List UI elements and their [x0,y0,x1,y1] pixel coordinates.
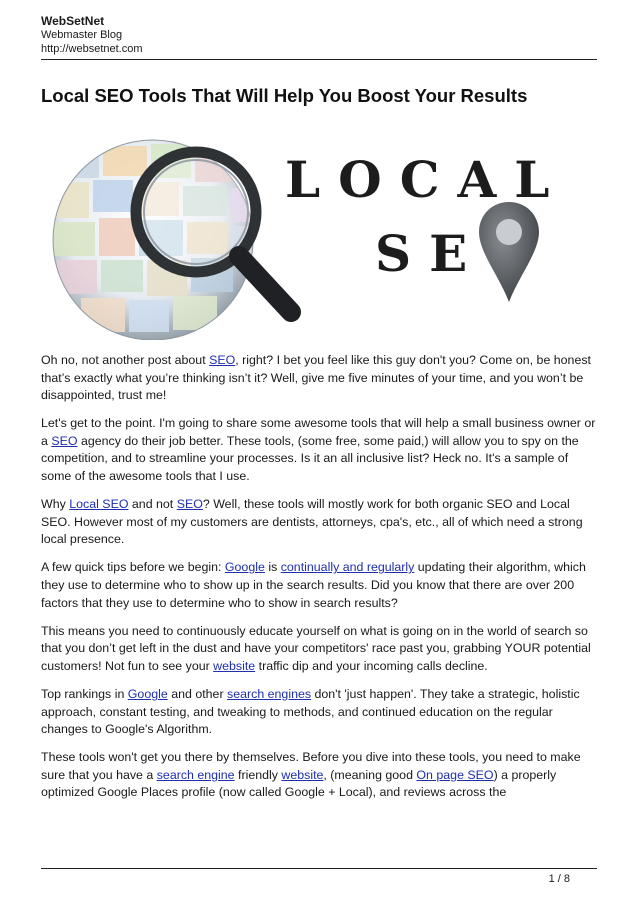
paragraph [41,749,597,802]
paragraph-text: , right? I bet you feel like this guy don't you? Come on, be honest that’s exactly what you’re thinking isn’t it? Well, give me five minutes of your time, and you won’t be disappointed, trust me! [41,353,591,403]
paragraph [41,686,597,739]
website-link[interactable]: website [213,658,256,673]
seo-link[interactable]: SEO [176,497,203,512]
google-link[interactable]: Google [224,560,265,575]
search-engine-link[interactable]: search engine [156,767,235,782]
paragraph [41,559,597,612]
local-seo-link[interactable]: Local SEO [69,497,129,512]
paragraph-text: updating their algorithm, which they use to determine who to show up in the search results. Did you know that there are over 200 factors that they use to determine who to show in search results? [41,560,586,610]
paragraph-text: don't 'just happen'. They take a strategic, holistic approach, constant testing, and tweaking to methods, and continued education on the regular changes to Google's Algorithm. [41,687,580,737]
paragraph-text: ) a properly optimized Google Places profile (now called Google + Local), and reviews across the [41,767,557,800]
website-link[interactable]: website [281,767,324,782]
paragraph-text: Top rankings in [41,687,128,701]
site-tagline: Webmaster Blog [41,29,123,41]
seo-link[interactable]: SEO [209,353,236,367]
paragraph-text: friendly [234,767,282,782]
paragraph-text: Oh no, not another post about [41,353,210,367]
paragraph [41,352,597,405]
paragraph-text: traffic dip and your incoming calls decline. [255,658,488,673]
paragraph-text: Why [41,497,70,512]
site-url: http://websetnet.com [41,43,143,55]
paragraph-text: Let's get to the point. I'm going to share some awesome tools that will help a small business owner or a [41,416,596,448]
paragraph [41,415,597,485]
paragraph-text: is [264,560,281,575]
hero-image [41,130,597,340]
paragraph [41,496,597,549]
article-title: Local SEO Tools That Will Help You Boost Your Results [41,85,528,106]
article-body [41,352,597,813]
paragraph-text: A few quick tips before we begin: [41,560,225,575]
paragraph-text: These tools won't get you there by themselves. Before you dive into these tools, you need to make sure that you have a [41,750,581,782]
on-page-seo-link[interactable]: On page SEO [416,767,494,782]
paragraph [41,623,597,676]
hero-word-local: LOCAL [285,150,568,209]
paragraph-text: This means you need to continuously educate yourself on what is going on in the world of search so that you don’t get left in the dust and have your competitors' race past you, grabbing YOUR potential customers! Not fun to see your [41,623,591,673]
paragraph-text: , (meaning good [323,767,417,782]
map-pin-icon [479,202,539,302]
seo-link[interactable]: SEO [51,433,78,448]
google-link[interactable]: Google [127,687,168,701]
paragraph-text: agency do their job better. These tools, (some free, some paid,) will allow you to spy on the competition, and to streamline your processes. Is it an all inclusive list? Heck no. It's a sample of some of the awesome tools that I use. [41,433,579,484]
paragraph-text: ? Well, these tools will mostly work for both organic SEO and Local SEO. However most of my customers are dentists, attorneys, cpa's, etc., all of which need a strong local presence. [41,497,583,547]
page-number: 1 / 8 [548,873,570,885]
header-divider [41,59,597,60]
document-header [41,14,597,56]
paragraph-text: and not [128,497,177,512]
search-engines-link[interactable]: search engines [227,687,312,701]
footer-divider [41,868,597,869]
paragraph-text: and other [167,687,228,701]
hero-word-se: SE [375,224,486,283]
site-name: WebSetNet [41,14,105,28]
algorithm-updates-link[interactable]: continually and regularly [280,560,415,575]
